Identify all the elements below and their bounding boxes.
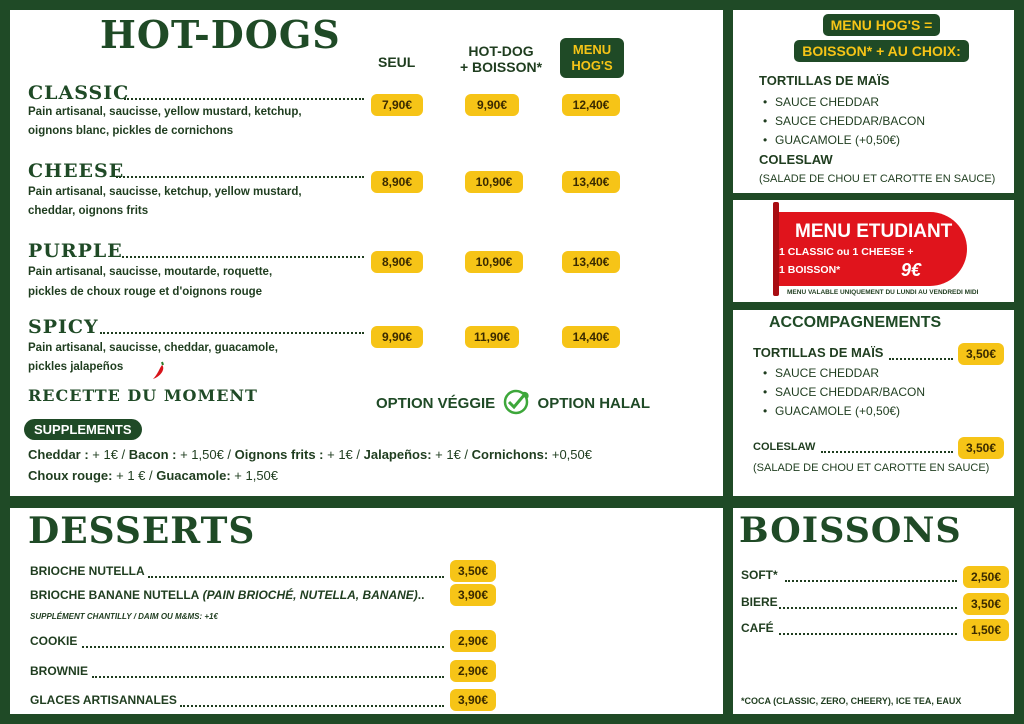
dotted-leader <box>779 633 957 635</box>
etudiant-note: MENU VALABLE UNIQUEMENT DU LUNDI AU VENDREDI MIDI <box>787 289 979 296</box>
list-item: • GUACAMOLE (+0,50€) <box>755 131 925 150</box>
dessert-supplement: SUPPLÉMENT CHANTILLY / DAIM OU M&MS: +1€ <box>30 612 218 621</box>
item-desc-line1: Pain artisanal, saucisse, cheddar, guacamole, <box>28 342 278 354</box>
dessert-item: COOKIE 2,90€ <box>30 632 480 654</box>
price-menu: 14,40€ <box>562 326 620 348</box>
dotted-leader <box>124 98 364 100</box>
price-seul: 8,90€ <box>371 171 423 193</box>
price-menu: 13,40€ <box>562 171 620 193</box>
options-row <box>376 389 650 419</box>
check-leaf-icon <box>501 389 531 419</box>
dessert-item: GLACES ARTISANNALES 3,90€ <box>30 692 480 714</box>
acc-coleslaw-desc: (SALADE DE CHOU ET CAROTTE EN SAUCE) <box>753 462 990 474</box>
hotdogs-title: HOT-DOGS <box>100 12 341 57</box>
item-desc-line2: oignons blanc, pickles de cornichons <box>28 125 234 137</box>
price-seul: 9,90€ <box>371 326 423 348</box>
boissons-title: BOISSONS <box>739 510 962 551</box>
dotted-leader <box>889 358 953 360</box>
price-boisson: 11,90€ <box>465 326 519 348</box>
item-name: SPICY <box>28 316 99 338</box>
price-seul: 8,90€ <box>371 251 423 273</box>
desserts-title: DESSERTS <box>28 510 256 552</box>
dessert-price: 3,90€ <box>450 689 496 711</box>
col-seul-header: SEUL <box>378 54 416 70</box>
boissons-footnote: *COCA (CLASSIC, ZERO, CHEERY), ICE TEA, EAUX <box>741 696 962 706</box>
menu-hogs-title-line2: BOISSON* + AU CHOIX: <box>794 40 969 62</box>
boisson-item: CAFÉ 1,50€ <box>741 619 1009 641</box>
acc-sauce-list <box>755 364 925 421</box>
menu-hogs-title-line1: MENU HOG'S = <box>823 14 941 36</box>
supplements-badge: SUPPLEMENTS <box>24 419 142 440</box>
item-desc-line1: Pain artisanal, saucisse, yellow mustard, ketchup, <box>28 106 302 118</box>
dessert-price: 3,50€ <box>450 560 496 582</box>
item-name: PURPLE <box>28 240 123 262</box>
acc-coleslaw: COLESLAW <box>753 441 816 453</box>
price-boisson: 10,90€ <box>465 171 523 193</box>
hotdog-item-spicy <box>28 316 718 386</box>
boissons-panel <box>733 508 1014 714</box>
dotted-leader <box>779 607 957 609</box>
dessert-item: BROWNIE 2,90€ <box>30 662 480 684</box>
dessert-price: 2,90€ <box>450 630 496 652</box>
item-desc-line1: Pain artisanal, saucisse, ketchup, yellow mustard, <box>28 186 302 198</box>
dotted-leader <box>122 256 364 258</box>
list-item: • SAUCE CHEDDAR <box>755 364 925 383</box>
acc-tortillas-price: 3,50€ <box>958 343 1004 365</box>
col-menu-header: MENU HOG'S <box>560 38 624 78</box>
menu-hogs-title <box>769 14 994 62</box>
menu-hogs-tortillas: TORTILLAS DE MAÏS <box>759 73 890 88</box>
item-desc-line2: cheddar, oignons frits <box>28 205 149 217</box>
hotdog-item-classic <box>28 82 718 152</box>
etudiant-line2: 1 BOISSON* <box>779 264 841 276</box>
accompagnements-panel <box>733 310 1014 496</box>
item-desc-line2: pickles jalapeños <box>28 361 124 373</box>
price-seul: 7,90€ <box>371 94 423 116</box>
dotted-leader <box>821 451 953 453</box>
acc-tortillas: TORTILLAS DE MAÏS <box>753 345 884 360</box>
price-boisson: 10,90€ <box>465 251 523 273</box>
dessert-item: BRIOCHE BANANE NUTELLA (PAIN BRIOCHÉ, NUTELLA, BANANE).. 3,90€ <box>30 586 480 608</box>
menu-hogs-sauce-list <box>755 93 925 150</box>
dotted-leader <box>785 580 957 582</box>
list-item: • SAUCE CHEDDAR/BACON <box>755 383 925 402</box>
col-boisson-header: HOT-DOG + BOISSON* <box>459 43 543 75</box>
supplements-line1: Cheddar : + 1€ / Bacon : + 1,50€ / Oignons frits : + 1€ / Jalapeños: + 1€ / Cornichons: +0,50€ <box>28 447 592 462</box>
item-name: CHEESE <box>28 160 125 182</box>
supplements-line2: Choux rouge: + 1 € / Guacamole: + 1,50€ <box>28 468 279 483</box>
price-menu: 13,40€ <box>562 251 620 273</box>
list-item: • SAUCE CHEDDAR/BACON <box>755 112 925 131</box>
dessert-price: 2,90€ <box>450 660 496 682</box>
dotted-leader <box>82 646 444 648</box>
etudiant-price: 9€ <box>901 260 922 280</box>
boisson-price: 3,50€ <box>963 593 1009 615</box>
dotted-leader <box>92 676 444 678</box>
boisson-price: 2,50€ <box>963 566 1009 588</box>
dotted-leader <box>148 576 444 578</box>
boisson-item: BIERE 3,50€ <box>741 593 1009 615</box>
etudiant-line1: 1 CLASSIC ou 1 CHEESE + <box>779 246 914 258</box>
item-name: CLASSIC <box>28 82 130 104</box>
menu-hogs-coleslaw-desc: (SALADE DE CHOU ET CAROTTE EN SAUCE) <box>759 173 996 185</box>
recette-du-moment: RECETTE DU MOMENT <box>28 386 258 405</box>
hotdog-item-cheese <box>28 160 718 230</box>
accompagnements-title: ACCOMPAGNEMENTS <box>769 314 942 331</box>
acc-coleslaw-price: 3,50€ <box>958 437 1004 459</box>
price-menu: 12,40€ <box>562 94 620 116</box>
etudiant-panel <box>733 200 1014 302</box>
option-halal: OPTION HALAL <box>537 394 651 412</box>
price-boisson: 9,90€ <box>465 94 519 116</box>
hotdog-item-purple <box>28 240 718 310</box>
chili-pepper-icon <box>150 360 168 385</box>
list-item: • SAUCE CHEDDAR <box>755 93 925 112</box>
item-desc-line1: Pain artisanal, saucisse, moutarde, roquette, <box>28 266 273 278</box>
dessert-item: BRIOCHE NUTELLA 3,50€ <box>30 562 480 584</box>
item-desc-line2: pickles de choux rouge et d'oignons rouge <box>28 286 263 298</box>
menu-hogs-panel <box>733 10 1014 193</box>
desserts-panel <box>10 508 723 714</box>
boisson-item: SOFT* 2,50€ <box>741 566 1009 588</box>
menu-hogs-coleslaw: COLESLAW <box>759 152 833 167</box>
option-veggie: OPTION VÉGGIE <box>376 394 496 412</box>
list-item: • GUACAMOLE (+0,50€) <box>755 402 925 421</box>
dotted-leader <box>100 332 364 334</box>
dotted-leader <box>180 705 444 707</box>
dessert-price: 3,90€ <box>450 584 496 606</box>
dotted-leader <box>116 176 364 178</box>
hotdogs-panel <box>10 10 723 496</box>
etudiant-title: MENU ETUDIANT <box>795 221 953 242</box>
boisson-price: 1,50€ <box>963 619 1009 641</box>
